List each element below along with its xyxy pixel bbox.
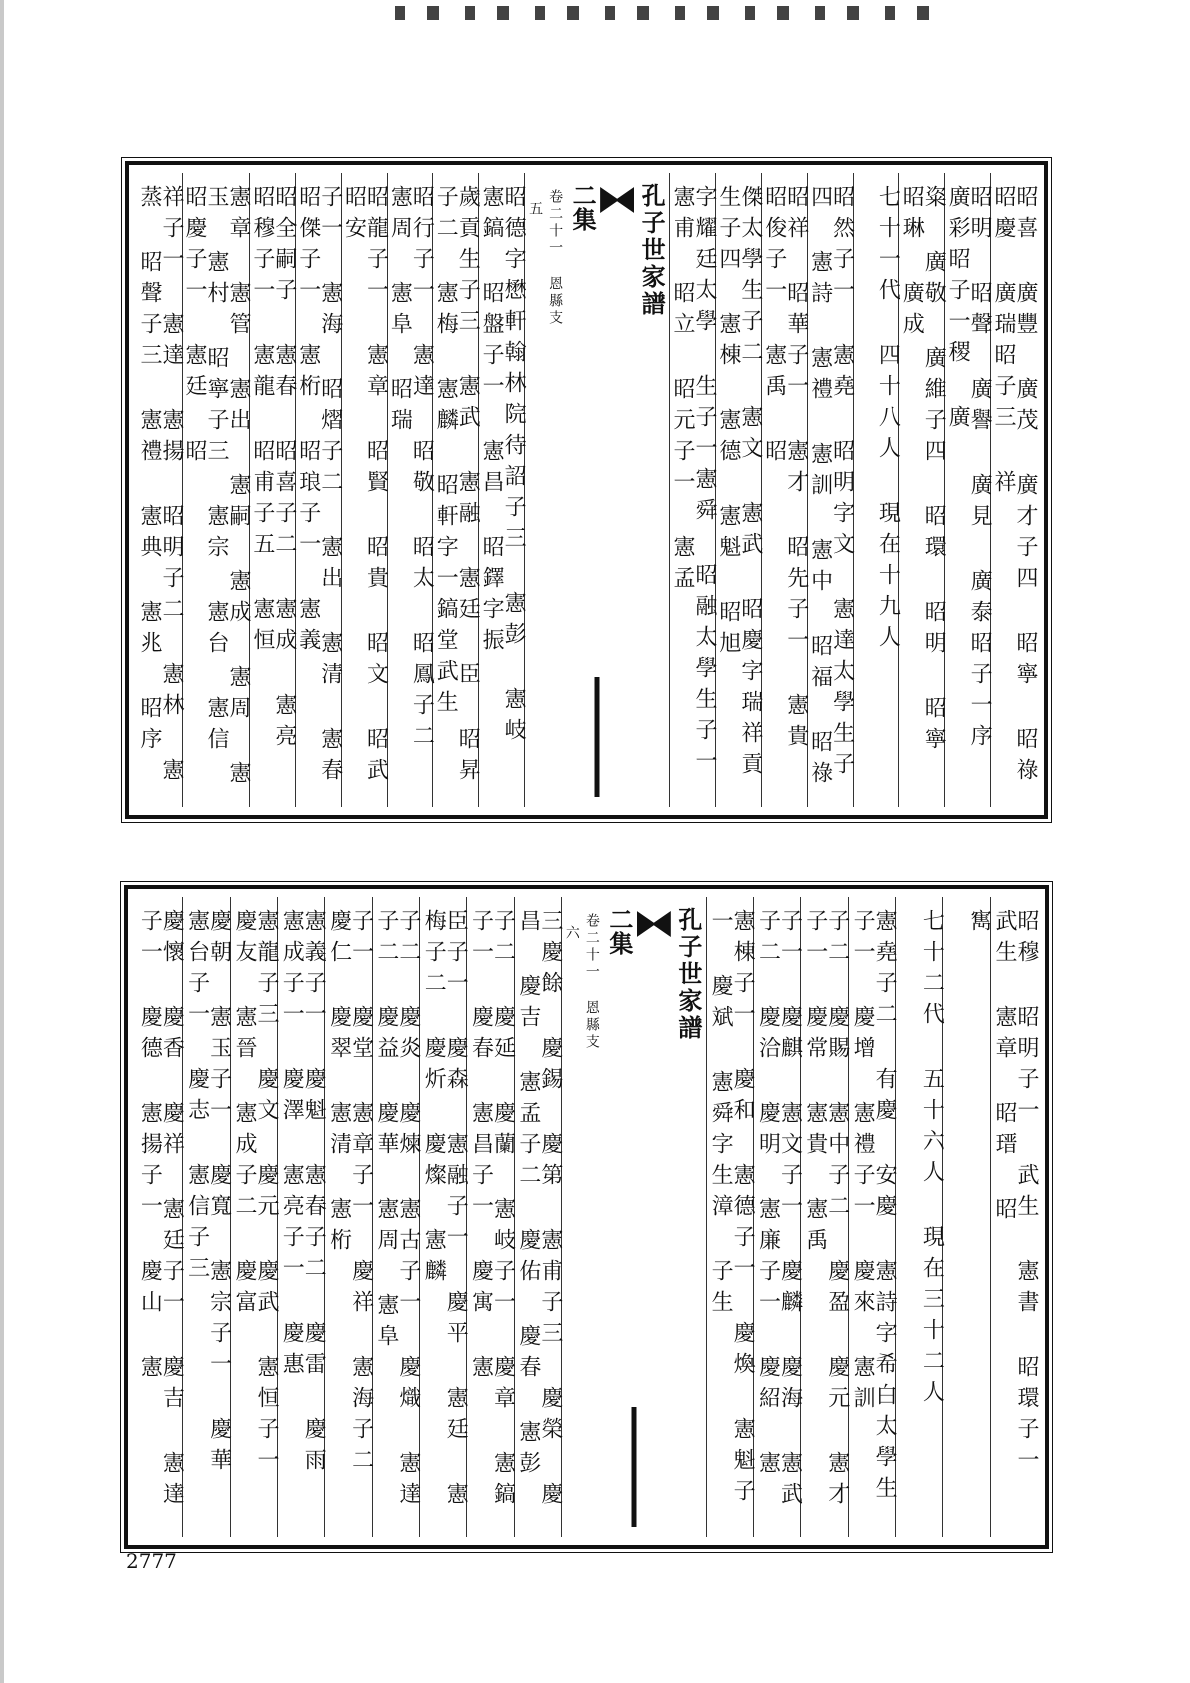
genealogy-column: 子二 慶炎 慶煉 憲古子一 慶熾 憲達子二 慶益 慶華 憲周 憲阜: [372, 897, 419, 1537]
genealogy-column: 字耀廷太學 生子一憲舜 昭融太學生子一 憲甫 昭立 昭元子一 憲孟: [669, 173, 715, 807]
genealogy-column: 憲龍子三 慶文 慶元 慶武 憲恒子一 慶友 憲晉 憲成子二 慶富: [230, 897, 277, 1537]
genealogy-column: 昭穆 昭明子一 武生 憲書 昭環子一 武生 憲章 昭瑨 昭: [990, 897, 1037, 1537]
genealogy-column: 慶懷 慶香 慶祥 憲廷子一 慶吉 憲達子一 慶德 憲揚子一 慶山 憲: [137, 909, 185, 1513]
genealogy-column: 臣子一 慶森 憲融子一 慶平 憲廷 憲梅子二 慶炘 慶燦 憲麟: [419, 897, 466, 1537]
genealogy-column: 昭德字懋軒翰林院待詔子三 憲彭 憲岐 憲鎬 昭盤子一 憲昌 昭鐸字振: [478, 173, 524, 807]
fish-tail-ornament-icon: [637, 911, 671, 937]
genealogy-column: 子一 憲海 昭熠子二 憲出 憲清 憲春 昭傑子一 憲桁 昭琅子一 憲義: [295, 173, 341, 807]
book-title: 孔子世家譜: [637, 183, 667, 318]
center-rule: [595, 677, 600, 797]
genealogy-column: 昭行子一 憲達 昭敬 昭太 昭鳳子二 憲周 憲阜 昭瑞: [387, 173, 433, 807]
genealogy-column: 憲棟子一 慶和 憲德子一 慶煥 憲魁子一 慶斌 憲舜字生漳 子生: [706, 897, 753, 1537]
center-title-column: [524, 173, 669, 807]
genealogy-panel-top: [125, 161, 1048, 819]
genealogy-column: 七十一代 四十八人 現在十九人: [853, 173, 899, 807]
series-label: 二集: [604, 907, 634, 955]
genealogy-panel-bottom: [124, 885, 1049, 1549]
genealogy-column: 昭全嗣子 憲春 昭喜子二 憲成 憲亮 昭穆子一 憲龍 昭甫子五 憲恒: [249, 173, 295, 807]
genealogy-column: 子一 慶堂 憲章子一 慶祥 憲海子二 慶仁 慶翠 憲清 憲桁: [324, 897, 371, 1537]
panel-top-columns: [137, 173, 1036, 807]
genealogy-column: 昭龍子一 憲章 昭賢 昭貴 昭文 昭武 昭安: [341, 173, 387, 807]
genealogy-column: 七十二代 五十六人 現在三十二人: [895, 897, 942, 1537]
genealogy-column: 歲貢生子三 憲武 憲融 憲廷 臣 昭昇子二 憲梅 憲麟 昭軒字一鎬堂武生: [432, 173, 478, 807]
fish-tail-ornament-icon: [600, 187, 634, 213]
genealogy-column: 祥子一 憲達 憲揚 昭明子二 憲林 憲蒸 昭聲子三 憲禮 憲典 憲兆 昭序: [136, 185, 184, 789]
genealogy-column: 慶朝 憲玉子一 慶寬 憲宗子一 慶華 憲台子一 慶志 憲信子三: [182, 897, 229, 1537]
genealogy-column: 憲堯子二 有慶 安慶 憲詩字希白太學生子一 慶增 憲禮子一 慶來 憲訓: [848, 897, 895, 1537]
center-rule: [631, 1407, 636, 1527]
genealogy-column: 三慶餘 慶錫 慶第 憲甫子三 慶榮 慶昌 慶吉 憲孟子二 慶佑 慶春 憲彭: [514, 897, 561, 1537]
genealogy-column: 昭然子一 憲堯 昭明字文 憲達太學生子四 憲詩 憲禮 憲訓 憲中 昭福 昭祿: [807, 173, 853, 807]
genealogy-column: 寯: [942, 897, 989, 1537]
center-title-column: [561, 897, 706, 1537]
genealogy-column: 憲章 憲管 憲出 憲嗣 憲成 憲周 憲玉 憲村 昭寧子三 憲宗 憲台 憲信 昭慶子一 憲廷 昭: [182, 173, 249, 807]
genealogy-column: 子二 慶賜 憲中子二 慶盈 慶元 憲才子一 慶常 憲貴 憲禹: [800, 897, 847, 1537]
series-label: 二集: [568, 183, 598, 231]
genealogy-column: 昭明 昭聲 廣譽 廣見 廣泰昭子一序 廣彩昭子一稷 廣: [944, 173, 990, 807]
panel-bottom-columns: [136, 897, 1037, 1537]
genealogy-column: 粢 廣敬 廣維子四 昭環 昭明 昭寧 昭琳 廣成: [898, 173, 944, 807]
cropped-previous-page-strip: [395, 6, 940, 20]
genealogy-column: 憲義子一 慶魁 憲春子二 慶雷 慶雨 憲成子一 慶澤 憲亮子一 慶惠: [277, 897, 324, 1537]
scan-edge: [0, 0, 4, 1683]
volume-branch-label: 卷二十一 恩縣支: [547, 189, 564, 327]
genealogy-column: 子一 慶麒 憲文子一 慶麟 慶海 憲武子二 慶洽 慶明 憲廉子一 慶紹 憲: [753, 897, 800, 1537]
genealogy-column: 昭喜 廣豐 廣茂 廣才子四 昭寧 昭祿 昭慶 廣瑞昭子三 祥: [990, 173, 1036, 807]
volume-branch-label: 卷二十一 恩縣支: [583, 913, 600, 1051]
genealogy-column: 子二 慶延 慶蘭 憲岐子一 慶章 憲鎬子一 慶春 憲昌子一 慶寓 憲: [466, 897, 513, 1537]
genealogy-column: 昭祥 昭華子一 憲才 昭先子一 憲貴 昭俊子一 憲禹 昭: [761, 173, 807, 807]
page-number: 2777: [126, 1549, 177, 1573]
leaf-number: 六: [563, 925, 580, 939]
leaf-number: 五: [527, 201, 544, 215]
genealogy-column: 傑太學生子二 憲文 憲武 昭慶字瑞祥貢生子四 憲棟 憲德 憲魁 昭旭: [715, 173, 761, 807]
book-title: 孔子世家譜: [673, 907, 703, 1042]
